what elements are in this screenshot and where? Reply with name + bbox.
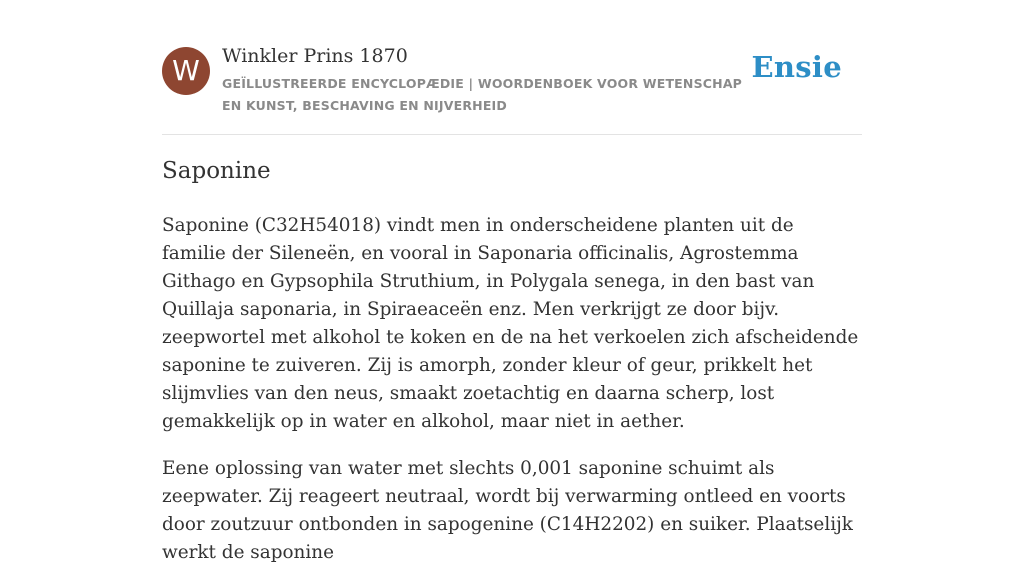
source-subtitle: GEÏLLUSTREERDE ENCYCLOPÆDIE | WOORDENBOEK VOOR WETENSCHAP EN KUNST, BESCHAVING EN NIJVERHEID xyxy=(222,76,743,113)
article-paragraph: Saponine (C32H54018) vindt men in onderscheidene planten uit de familie der Sileneën, en vooral in Saponaria officinalis, Agrostemma Githago en Gypsophila Struthium, in Polygala senega, in den bast van Quillaja saponaria, in Spiraeaceën enz. Men verkrijgt ze door bijv. zeepwortel met alkohol te koken en de na het verkoelen zich afscheidende saponine te zuiveren. Zij is amorph, zonder kleur of geur, prikkelt het slijmvlies van den neus, smaakt zoetachtig en daarna scherp, lost gemakkelijk op in water en alkohol, maar niet in aether. xyxy=(162,215,859,432)
article-body xyxy=(162,212,862,586)
article-title: Saponine xyxy=(162,158,271,184)
source-avatar[interactable]: W xyxy=(162,47,210,95)
page xyxy=(162,0,862,563)
ensie-logo[interactable]: Ensie xyxy=(751,50,842,84)
source-title[interactable]: Winkler Prins 1870 xyxy=(222,45,408,67)
article-paragraph: Eene oplossing van water met slechts 0,001 saponine schuimt als zeepwater. Zij reageert neutraal, wordt bij verwarming ontleed en voorts door zoutzuur ontbonden in sapogenine (C14H2202) en suiker. Plaatselijk werkt de saponine xyxy=(162,458,853,563)
source-header xyxy=(162,0,862,135)
